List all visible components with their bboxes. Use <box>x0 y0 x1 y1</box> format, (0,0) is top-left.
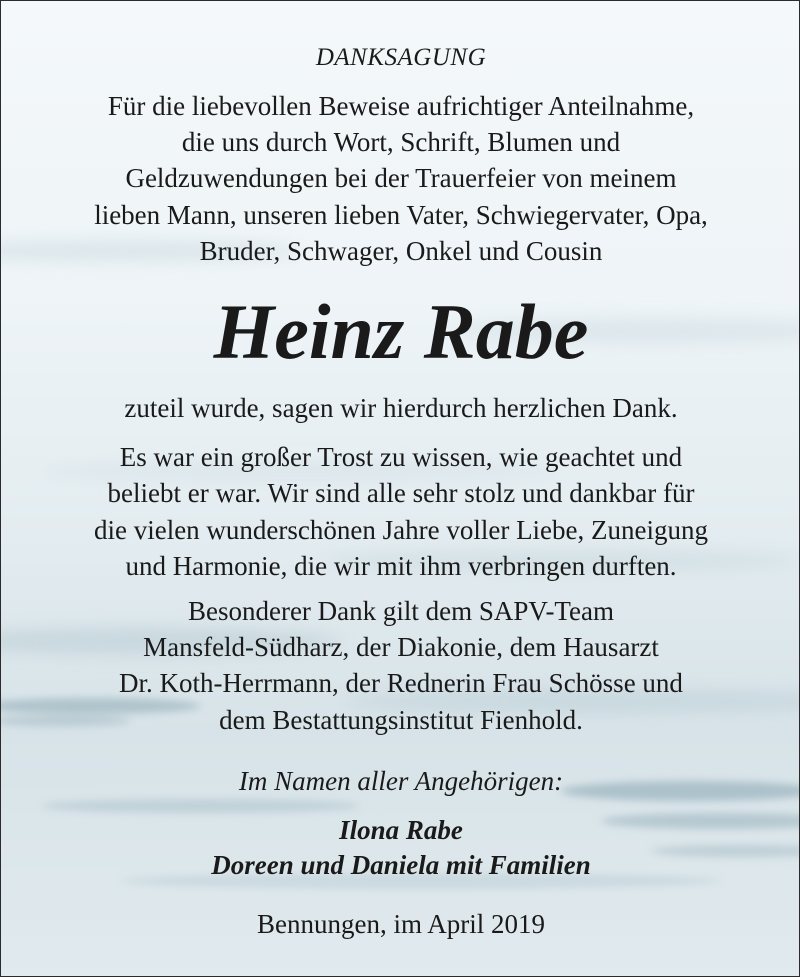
heading: DANKSAGUNG <box>315 44 487 71</box>
place-date: Bennungen, im April 2019 <box>257 909 545 939</box>
comfort-line: die vielen wunderschönen Jahre voller Liebe, Zuneigung <box>93 515 709 545</box>
intro-line: Für die liebevollen Beweise aufrichtiger Anteilnahme, <box>107 91 695 121</box>
signatory: Doreen und Daniela mit Familien <box>211 850 591 880</box>
comfort-line: und Harmonie, die wir mit ihm verbringen durften. <box>125 551 677 581</box>
intro-line: lieben Mann, unseren lieben Vater, Schwiegervater, Opa, <box>94 200 708 230</box>
special-thanks-line: Dr. Koth-Herrmann, der Rednerin Frau Schösse und <box>119 668 683 698</box>
intro-line: Geldzuwendungen bei der Trauerfeier von meinem <box>125 163 677 193</box>
comfort-line: Es war ein großer Trost zu wissen, wie geachtet und <box>119 442 683 472</box>
signatory: Ilona Rabe <box>339 815 463 845</box>
special-thanks-line: dem Bestattungsinstitut Fienhold. <box>219 705 583 735</box>
deceased-name: Heinz Rabe <box>213 288 589 375</box>
comfort-line: beliebt er war. Wir sind alle sehr stolz und dankbar für <box>107 478 695 508</box>
signature-intro: Im Namen aller Angehörigen: <box>238 766 564 796</box>
intro-line: Bruder, Schwager, Onkel und Cousin <box>199 236 603 266</box>
intro-line: die uns durch Wort, Schrift, Blumen und <box>181 127 621 157</box>
special-thanks-line: Besonderer Dank gilt dem SAPV-Team <box>187 596 615 626</box>
thanks-line: zuteil wurde, sagen wir hierdurch herzlichen Dank. <box>124 393 678 423</box>
special-thanks-line: Mansfeld-Südharz, der Diakonie, dem Hausarzt <box>143 632 659 662</box>
